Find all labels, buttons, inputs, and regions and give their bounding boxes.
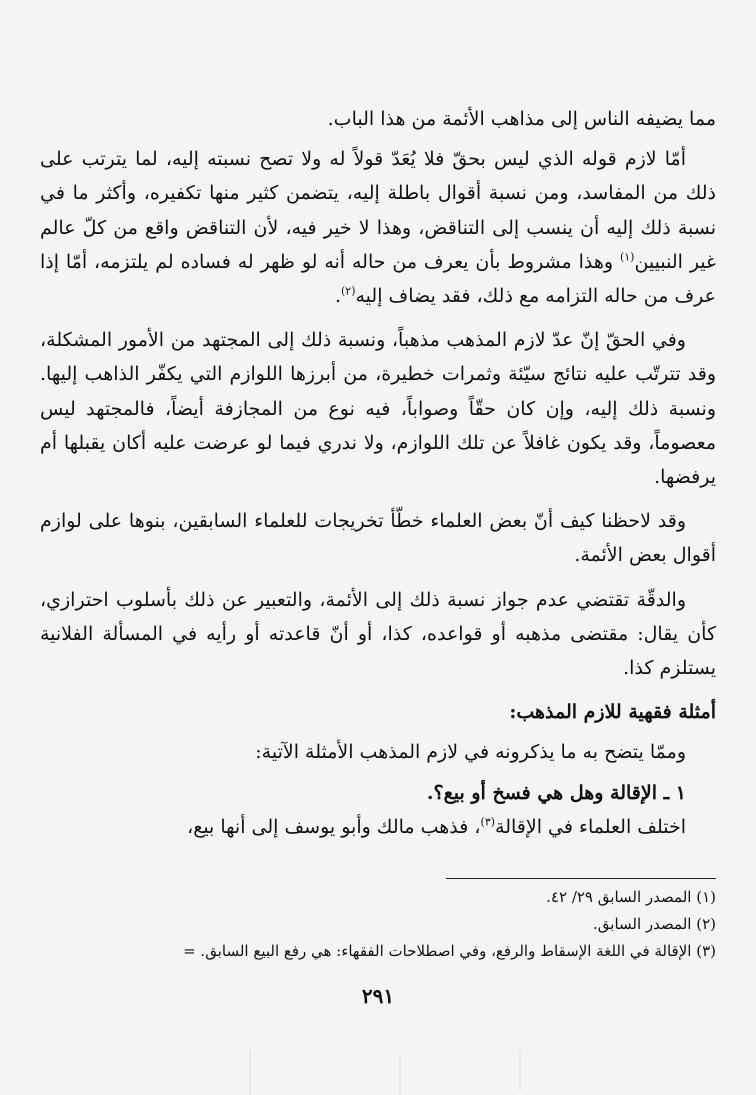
paragraph-text: . — [334, 285, 341, 308]
paragraph-iqala — [40, 810, 716, 844]
list-item-1: ١ ـ الإقالة وهل هي فسخ أو بيع؟. — [426, 781, 686, 804]
footnotes — [40, 884, 716, 965]
section-heading: أمثلة فقهية للازم المذهب: — [509, 701, 716, 724]
paragraph-lazim-qawl — [40, 142, 716, 313]
paragraph-text: أمّا لازم قوله الذي ليس بحقّ فلا يُعَدّ قولاً له ولا تصح نسبته إليه، لما يترتب على ذلك من المفاسد، ومن نسبة أقوال باطلة إليه، يتضمن كثير منها تكفيره، وأكثر ما في نسبة ذلك إليه أن ينسب إلى التناقض، وهذا لا خير فيه، لأن التناقض واقع من كلّ عالم غير النبيين — [40, 148, 716, 273]
footnote-ref-1[interactable]: (١) — [619, 250, 635, 264]
paragraph-haqq: وفي الحقّ إنّ عدّ لازم المذهب مذهباً، ونسبة ذلك إلى المجتهد من الأمور المشكلة، وقد تترتّب عليه نتائج سيّئة وثمرات خطيرة، من أبرزها اللوازم التي يكفّر الذاهب إليها. ونسبة ذلك إليه، وإن كان حقّاً وصواباً، فيه نوع من المجازفة أيضاً، فالمجتهد ليس معصوماً، وقد يكون غافلاً عن تلك اللوازم، ولا ندري فيما لو عرضت عليه أكان يقبلها أم يرفضها. — [40, 329, 716, 489]
footnote-2: (٢) المصدر السابق. — [593, 915, 716, 933]
footnote-ref-2[interactable]: (٢) — [340, 284, 356, 298]
footnote-divider — [446, 878, 716, 879]
footnote-3: (٣) الإقالة في اللغة الإسقاط والرفع، وفي اصطلاحات الفقهاء: هي رفع البيع السابق. = — [183, 942, 716, 960]
paragraph-lahazna: وقد لاحظنا كيف أنّ بعض العلماء خطّأ تخريجات للعلماء السابقين، بنوها على لوازم أقوال بعض الأئمة. — [40, 510, 716, 567]
page-number: ٢٩١ — [361, 984, 395, 1008]
scan-noise — [0, 1050, 756, 1095]
footnote-ref-3[interactable]: (٣) — [480, 815, 496, 829]
paragraph-continuation: مما يضيفه الناس إلى مذاهب الأئمة من هذا الباب. — [327, 108, 716, 130]
paragraph-text: وهذا مشروط بأن يعرف من حاله أنه لو ظهر له فساده لم يلتزمه، أمّا إذا عرف من حاله التزامه مع ذلك، فقد يضاف إليه — [40, 250, 716, 308]
main-text — [40, 102, 716, 844]
paragraph-text: ، فذهب مالك وأبو يوسف إلى أنها بيع، — [187, 815, 481, 838]
footnote-1: (١) المصدر السابق ٢٩/ ٤٢. — [546, 888, 716, 906]
paragraph-text: اختلف العلماء في الإقالة — [495, 815, 686, 838]
paragraph-diqqa: والدقّة تقتضي عدم جواز نسبة ذلك إلى الأئمة، والتعبير عن ذلك بأسلوب احترازي، كأن يقال: مقتضى مذهبه أو قواعده، كذا، أو أنّ قاعدته أو رأيه في المسألة الفلانية يستلزم كذا. — [40, 588, 716, 680]
paragraph-intro-examples: وممّا يتضح به ما يذكرونه في لازم المذهب الأمثلة الآتية: — [255, 741, 686, 764]
